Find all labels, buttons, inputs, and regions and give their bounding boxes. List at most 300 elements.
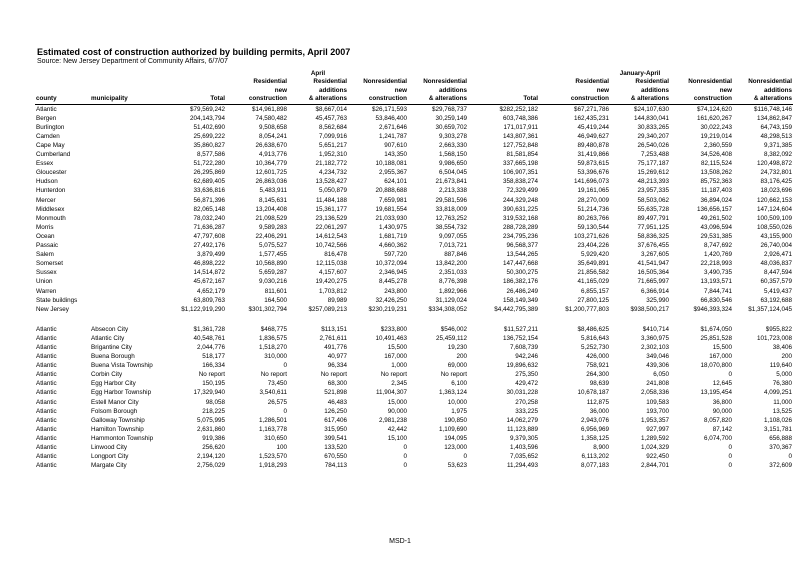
value-cell: 2,302,103 bbox=[640, 343, 669, 351]
value-cell: 9,986,650 bbox=[438, 160, 467, 168]
value-cell: 19,219,014 bbox=[700, 132, 732, 140]
value-cell: 74,580,482 bbox=[255, 114, 287, 122]
value-cell: 28,270,009 bbox=[577, 196, 609, 204]
value-cell: 15,500 bbox=[712, 343, 732, 351]
value-cell: 218,225 bbox=[202, 407, 225, 415]
municipality-cell bbox=[90, 223, 168, 232]
municipality-cell: Estell Manor City bbox=[91, 398, 139, 406]
table-row bbox=[35, 352, 793, 361]
value-cell: 15,361,177 bbox=[315, 205, 347, 213]
value-cell: 186,382,176 bbox=[502, 278, 538, 286]
value-cell: 164,500 bbox=[264, 296, 287, 304]
value-cell: 10,000 bbox=[447, 398, 467, 406]
value-cell: $8,667,014 bbox=[315, 105, 347, 113]
value-cell: 43,096,594 bbox=[700, 223, 732, 231]
municipality-cell bbox=[90, 214, 168, 223]
value-cell: 919,386 bbox=[202, 434, 225, 442]
value-cell: 907,610 bbox=[384, 142, 407, 149]
value-cell: 16,505,364 bbox=[637, 269, 669, 277]
value-cell: $67,271,786 bbox=[573, 105, 609, 113]
value-cell: 1,358,125 bbox=[580, 434, 609, 442]
value-cell: 2,058,336 bbox=[640, 389, 669, 397]
value-cell: 12,645 bbox=[712, 380, 732, 388]
value-cell: 158,149,349 bbox=[502, 296, 538, 304]
value-cell: 9,508,658 bbox=[258, 123, 287, 131]
value-cell: $4,442,795,389 bbox=[494, 305, 538, 313]
col-header: & alterations bbox=[288, 95, 348, 104]
county-rows bbox=[35, 104, 793, 314]
value-cell: 133,520 bbox=[324, 444, 347, 451]
value-cell: 26,295,869 bbox=[193, 169, 225, 177]
value-cell: 10,491,463 bbox=[375, 334, 407, 342]
county-cell: Morris bbox=[36, 223, 54, 231]
value-cell: 1,703,812 bbox=[318, 287, 347, 295]
value-cell: 11,000 bbox=[773, 398, 792, 406]
value-cell: $24,107,630 bbox=[633, 105, 669, 113]
value-cell: 60,357,579 bbox=[760, 278, 792, 286]
value-cell: 35,649,891 bbox=[577, 260, 609, 268]
table-row bbox=[35, 241, 793, 250]
value-cell: $282,252,182 bbox=[499, 105, 538, 113]
value-cell: 51,402,690 bbox=[193, 123, 225, 131]
value-cell: 7,253,488 bbox=[640, 151, 669, 159]
value-cell: 288,728,289 bbox=[502, 223, 538, 231]
value-cell: 21,856,582 bbox=[577, 269, 609, 277]
value-cell: 2,044,776 bbox=[196, 343, 225, 351]
page-footer: MSD-1 bbox=[389, 538, 411, 545]
value-cell: $26,171,593 bbox=[371, 105, 407, 113]
county-cell: Atlantic bbox=[36, 434, 57, 442]
table-row bbox=[35, 223, 793, 232]
table-row bbox=[35, 159, 793, 168]
value-cell: 1,289,592 bbox=[640, 434, 669, 442]
municipality-cell bbox=[90, 268, 168, 277]
value-cell: 98,058 bbox=[205, 398, 225, 406]
county-cell: Atlantic bbox=[36, 325, 57, 333]
value-cell: 5,419,437 bbox=[763, 287, 792, 295]
value-cell: 14,514,872 bbox=[193, 269, 225, 277]
value-cell: 101,723,008 bbox=[756, 334, 792, 342]
value-cell: 134,862,847 bbox=[756, 114, 792, 122]
value-cell: 26,540,026 bbox=[637, 142, 669, 149]
county-cell: Essex bbox=[36, 160, 54, 168]
value-cell: 29,531,385 bbox=[700, 232, 732, 240]
municipality-cell bbox=[90, 305, 168, 314]
value-cell: 190,850 bbox=[444, 416, 467, 424]
value-cell: 1,241,787 bbox=[378, 132, 407, 140]
value-cell: 1,430,975 bbox=[378, 223, 407, 231]
value-cell: 30,659,702 bbox=[435, 123, 467, 131]
county-cell: Atlantic bbox=[36, 343, 57, 351]
value-cell: 13,842,200 bbox=[435, 260, 467, 268]
col-header: Residential bbox=[575, 78, 609, 86]
value-cell: 23,136,529 bbox=[315, 214, 347, 222]
value-cell: 143,350 bbox=[384, 151, 407, 159]
value-cell: No report bbox=[260, 371, 287, 379]
value-cell: 126,250 bbox=[324, 407, 347, 415]
value-cell: 2,844,701 bbox=[640, 462, 669, 470]
value-cell: 256,620 bbox=[202, 444, 225, 451]
value-cell: 25,851,528 bbox=[700, 334, 732, 342]
col-header: Nonresidential bbox=[423, 78, 467, 86]
value-cell: 46,898,222 bbox=[193, 260, 225, 268]
municipality-cell: Hammonton Township bbox=[91, 434, 154, 442]
table-row bbox=[35, 132, 793, 141]
value-cell: 399,541 bbox=[324, 434, 347, 442]
value-cell: 2,761,611 bbox=[319, 334, 347, 342]
county-cell: Atlantic bbox=[36, 353, 57, 361]
value-cell: 29,581,596 bbox=[435, 196, 467, 204]
table-row bbox=[35, 334, 793, 343]
value-cell: $14,961,898 bbox=[251, 105, 287, 113]
value-cell: 103,271,626 bbox=[573, 232, 609, 240]
value-cell: 26,863,036 bbox=[255, 178, 287, 186]
value-cell: 19,420,275 bbox=[315, 278, 347, 286]
value-cell: 48,298,513 bbox=[760, 132, 792, 140]
table-row bbox=[35, 287, 793, 296]
value-cell: 41,541,947 bbox=[637, 260, 669, 268]
county-cell: Atlantic bbox=[36, 380, 57, 388]
table-row bbox=[35, 205, 793, 214]
value-cell: 40,548,761 bbox=[193, 334, 225, 342]
value-cell: 1,681,719 bbox=[378, 232, 407, 240]
county-cell: Middlesex bbox=[36, 205, 65, 213]
value-cell: 26,575 bbox=[267, 398, 287, 406]
value-cell: 6,074,700 bbox=[703, 434, 732, 442]
county-cell: State buildings bbox=[36, 296, 78, 304]
value-cell: 10,678,187 bbox=[577, 389, 609, 397]
value-cell: 161,620,267 bbox=[696, 114, 732, 122]
value-cell: 11,294,493 bbox=[506, 462, 538, 470]
col-header: additions bbox=[641, 86, 669, 94]
value-cell: 5,050,879 bbox=[318, 187, 347, 195]
municipality-cell bbox=[90, 104, 168, 114]
county-cell: Atlantic bbox=[36, 416, 57, 424]
value-cell: 310,650 bbox=[264, 434, 287, 442]
value-cell: 19,161,065 bbox=[577, 187, 609, 195]
value-cell: 0 bbox=[728, 371, 732, 379]
value-cell: 11,484,188 bbox=[315, 196, 347, 204]
county-cell: Somerset bbox=[36, 260, 63, 268]
col-header-county: county bbox=[35, 95, 90, 104]
col-header: Nonresidential bbox=[688, 78, 732, 86]
value-cell: 83,176,425 bbox=[760, 178, 792, 186]
value-cell: 243,800 bbox=[384, 287, 407, 295]
value-cell: 167,000 bbox=[384, 353, 407, 361]
municipality-cell: Linwood City bbox=[91, 444, 128, 451]
value-cell: 656,888 bbox=[769, 434, 792, 442]
value-cell: 603,748,386 bbox=[502, 114, 538, 122]
value-cell: 29,340,207 bbox=[637, 132, 669, 140]
value-cell: 200 bbox=[781, 353, 792, 361]
value-cell: 36,800 bbox=[712, 398, 732, 406]
value-cell: 13,195,454 bbox=[700, 389, 732, 397]
value-cell: 0 bbox=[728, 444, 732, 451]
value-cell: 0 bbox=[283, 362, 287, 370]
value-cell: 26,486,249 bbox=[506, 287, 538, 295]
value-cell: 71,636,287 bbox=[193, 223, 225, 231]
value-cell: 193,700 bbox=[646, 407, 669, 415]
value-cell: $230,219,231 bbox=[368, 305, 407, 313]
group-header-april: April bbox=[310, 70, 326, 77]
value-cell: 624,101 bbox=[384, 178, 407, 186]
value-cell: 32,426,250 bbox=[375, 296, 407, 304]
value-cell: 1,577,455 bbox=[258, 251, 287, 259]
table-row bbox=[35, 141, 793, 150]
value-cell: 68,300 bbox=[327, 380, 347, 388]
value-cell: 143,807,361 bbox=[502, 132, 538, 140]
municipality-cell: Egg Harbor City bbox=[91, 380, 136, 388]
value-cell: 0 bbox=[283, 407, 287, 415]
col-header: Nonresidential bbox=[748, 78, 792, 86]
county-cell: Warren bbox=[36, 287, 57, 295]
municipality-cell: Longport City bbox=[91, 453, 129, 461]
municipality-cell bbox=[90, 123, 168, 132]
value-cell: 9,589,283 bbox=[258, 223, 287, 231]
value-cell: 10,372,094 bbox=[375, 260, 407, 268]
county-cell: Burlington bbox=[36, 123, 65, 131]
value-cell: 0 bbox=[403, 453, 407, 461]
value-cell: 53,846,400 bbox=[375, 114, 407, 122]
value-cell: 10,742,566 bbox=[315, 242, 347, 250]
value-cell: 2,194,120 bbox=[196, 453, 225, 461]
table-row bbox=[35, 104, 793, 114]
county-cell: Hudson bbox=[36, 178, 58, 186]
value-cell: $1,361,728 bbox=[193, 325, 225, 333]
value-cell: $1,200,777,803 bbox=[565, 305, 609, 313]
value-cell: 27,492,176 bbox=[193, 242, 225, 250]
value-cell: 349,046 bbox=[646, 353, 669, 361]
value-cell: 7,844,741 bbox=[703, 287, 732, 295]
value-cell: 38,554,732 bbox=[435, 223, 467, 231]
value-cell: 71,665,997 bbox=[637, 278, 669, 286]
table-row bbox=[35, 416, 793, 425]
value-cell: 8,562,684 bbox=[318, 123, 347, 131]
county-cell: Hunterdon bbox=[36, 187, 66, 195]
value-cell: 30,259,149 bbox=[435, 114, 467, 122]
value-cell: 36,894,024 bbox=[700, 196, 732, 204]
value-cell: 63,809,763 bbox=[193, 296, 225, 304]
value-cell: 73,450 bbox=[267, 380, 287, 388]
value-cell: 8,057,820 bbox=[703, 416, 732, 424]
value-cell: 89,989 bbox=[327, 296, 347, 304]
table-row bbox=[35, 370, 793, 379]
value-cell: 87,142 bbox=[712, 425, 732, 433]
value-cell: 89,480,878 bbox=[577, 142, 609, 149]
value-cell: 2,663,330 bbox=[438, 142, 467, 149]
value-cell: 19,230 bbox=[447, 343, 467, 351]
value-cell: $955,822 bbox=[765, 325, 792, 333]
value-cell: 55,635,728 bbox=[637, 205, 669, 213]
value-cell: 150,195 bbox=[202, 380, 225, 388]
value-cell: 141,696,073 bbox=[573, 178, 609, 186]
value-cell: 43,155,900 bbox=[760, 232, 792, 240]
county-cell: Union bbox=[36, 278, 53, 286]
value-cell: 1,108,026 bbox=[763, 416, 792, 424]
value-cell: 98,639 bbox=[589, 380, 609, 388]
value-cell: 3,151,781 bbox=[763, 425, 792, 433]
report-source: Source: New Jersey Department of Community Affairs, 6/7/07 bbox=[37, 58, 228, 65]
value-cell: 372,609 bbox=[769, 462, 792, 470]
value-cell: 9,030,216 bbox=[258, 278, 287, 286]
value-cell: 0 bbox=[788, 453, 792, 461]
value-cell: 15,269,612 bbox=[637, 169, 669, 177]
value-cell: 6,855,157 bbox=[580, 287, 609, 295]
value-cell: 120,498,872 bbox=[756, 160, 792, 168]
value-cell: 2,671,646 bbox=[378, 123, 407, 131]
value-cell: 2,631,860 bbox=[196, 425, 225, 433]
col-header: Residential bbox=[253, 78, 287, 86]
col-header: Nonresidential bbox=[363, 78, 407, 86]
county-cell: Atlantic bbox=[36, 362, 57, 370]
value-cell: 1,523,570 bbox=[258, 453, 287, 461]
municipality-rows bbox=[35, 325, 793, 471]
value-cell: No report bbox=[320, 371, 347, 379]
value-cell: 27,800,125 bbox=[577, 296, 609, 304]
value-cell: 5,000 bbox=[776, 371, 792, 379]
value-cell: 521,898 bbox=[324, 389, 347, 397]
col-header: additions bbox=[319, 86, 347, 94]
municipality-cell: Atlantic City bbox=[91, 334, 125, 342]
value-cell: 72,329,499 bbox=[506, 187, 538, 195]
value-cell: 82,115,524 bbox=[700, 160, 732, 168]
value-cell: 4,660,362 bbox=[378, 242, 407, 250]
table-row bbox=[35, 379, 793, 388]
value-cell: 120,662,153 bbox=[756, 196, 792, 204]
value-cell: 5,483,911 bbox=[259, 187, 287, 195]
value-cell: 325,990 bbox=[646, 296, 669, 304]
value-cell: 234,795,236 bbox=[502, 232, 538, 240]
table-row bbox=[35, 277, 793, 286]
value-cell: 13,204,408 bbox=[255, 205, 287, 213]
col-header: & alterations bbox=[610, 95, 670, 104]
value-cell: 8,900 bbox=[593, 444, 609, 451]
value-cell: 3,267,605 bbox=[640, 251, 669, 259]
municipality-cell bbox=[90, 150, 168, 159]
county-cell: Gloucester bbox=[36, 169, 67, 177]
value-cell: 123,000 bbox=[444, 444, 467, 451]
county-cell: Passaic bbox=[36, 242, 59, 250]
value-cell: 31,419,866 bbox=[577, 151, 609, 159]
value-cell: 59,130,544 bbox=[577, 223, 609, 231]
value-cell: 1,363,124 bbox=[438, 389, 467, 397]
value-cell: 18,070,800 bbox=[700, 362, 732, 370]
group-header-ytd: January-April bbox=[619, 70, 661, 77]
municipality-cell bbox=[90, 159, 168, 168]
table-row bbox=[35, 259, 793, 268]
value-cell: No report bbox=[198, 371, 225, 379]
value-cell: 3,879,499 bbox=[196, 251, 225, 259]
value-cell: 109,583 bbox=[646, 398, 669, 406]
value-cell: 5,075,995 bbox=[196, 416, 225, 424]
value-cell: 2,213,338 bbox=[438, 187, 467, 195]
value-cell: 2,360,559 bbox=[703, 142, 732, 149]
value-cell: $946,393,324 bbox=[693, 305, 732, 313]
value-cell: 136,752,154 bbox=[502, 334, 538, 342]
county-cell: Atlantic bbox=[36, 407, 57, 415]
value-cell: 56,871,396 bbox=[193, 196, 225, 204]
value-cell: 85,752,363 bbox=[700, 178, 732, 186]
value-cell: 6,100 bbox=[451, 380, 467, 388]
county-cell: Atlantic bbox=[36, 389, 57, 397]
value-cell: 100 bbox=[276, 444, 287, 451]
value-cell: 18,023,696 bbox=[760, 187, 792, 195]
value-cell: 23,404,226 bbox=[577, 242, 609, 250]
value-cell: 7,099,916 bbox=[318, 132, 347, 140]
value-cell: 491,776 bbox=[324, 343, 347, 351]
municipality-cell: Buena Vista Township bbox=[91, 362, 153, 370]
value-cell: 3,360,975 bbox=[640, 334, 669, 342]
value-cell: 0 bbox=[403, 462, 407, 470]
county-cell: Atlantic bbox=[36, 105, 57, 113]
municipality-cell: Galloway Township bbox=[91, 416, 145, 424]
value-cell: $74,124,620 bbox=[696, 105, 732, 113]
value-cell: 8,776,398 bbox=[438, 278, 467, 286]
value-cell: 33,636,816 bbox=[193, 187, 225, 195]
county-cell: Monmouth bbox=[36, 214, 66, 222]
col-header-total: Total bbox=[468, 95, 539, 104]
value-cell: 30,031,228 bbox=[506, 389, 538, 397]
table-row bbox=[35, 452, 793, 461]
value-cell: 66,830,546 bbox=[700, 296, 732, 304]
value-cell: 46,949,627 bbox=[577, 132, 609, 140]
value-cell: 81,581,854 bbox=[506, 151, 538, 159]
value-cell: 8,145,631 bbox=[258, 196, 287, 204]
value-cell: 6,504,045 bbox=[438, 169, 467, 177]
value-cell: No report bbox=[440, 371, 467, 379]
value-cell: 77,951,125 bbox=[637, 223, 669, 231]
value-cell: 12,601,725 bbox=[255, 169, 287, 177]
col-header: new bbox=[274, 86, 287, 94]
value-cell: 1,286,501 bbox=[258, 416, 287, 424]
value-cell: $1,122,919,290 bbox=[181, 305, 225, 313]
value-cell: 45,672,167 bbox=[193, 278, 225, 286]
col-header: construction bbox=[670, 95, 733, 104]
value-cell: 5,651,217 bbox=[318, 142, 347, 149]
value-cell: 3,490,735 bbox=[703, 269, 732, 277]
value-cell: 147,124,604 bbox=[756, 205, 792, 213]
value-cell: 2,345 bbox=[391, 380, 407, 388]
value-cell: $546,002 bbox=[440, 325, 467, 333]
value-cell: 358,838,274 bbox=[502, 178, 538, 186]
county-cell: Salem bbox=[36, 251, 54, 259]
value-cell: 20,888,688 bbox=[375, 187, 407, 195]
value-cell: 171,017,911 bbox=[503, 123, 538, 131]
value-cell: 264,300 bbox=[586, 371, 609, 379]
col-header: & alterations bbox=[733, 95, 793, 104]
value-cell: 108,550,026 bbox=[756, 223, 792, 231]
value-cell: 5,075,527 bbox=[258, 242, 287, 250]
value-cell: 1,952,310 bbox=[318, 151, 347, 159]
value-cell: 112,875 bbox=[586, 398, 609, 406]
municipality-cell bbox=[90, 259, 168, 268]
value-cell: $301,302,794 bbox=[248, 305, 287, 313]
value-cell: 6,956,969 bbox=[580, 425, 609, 433]
municipality-cell bbox=[90, 141, 168, 150]
value-cell: 9,097,055 bbox=[438, 232, 467, 240]
table-row bbox=[35, 325, 793, 334]
value-cell: 12,763,252 bbox=[435, 214, 467, 222]
value-cell: 58,836,325 bbox=[637, 232, 669, 240]
table-row bbox=[35, 186, 793, 195]
value-cell: 21,033,930 bbox=[375, 214, 407, 222]
report-title: Estimated cost of construction authorized by building permits, April 2007 bbox=[37, 47, 351, 57]
value-cell: 15,100 bbox=[387, 434, 407, 442]
value-cell: 927,997 bbox=[646, 425, 669, 433]
value-cell: No report bbox=[380, 371, 407, 379]
value-cell: 194,095 bbox=[444, 434, 467, 442]
value-cell: 30,833,265 bbox=[637, 123, 669, 131]
